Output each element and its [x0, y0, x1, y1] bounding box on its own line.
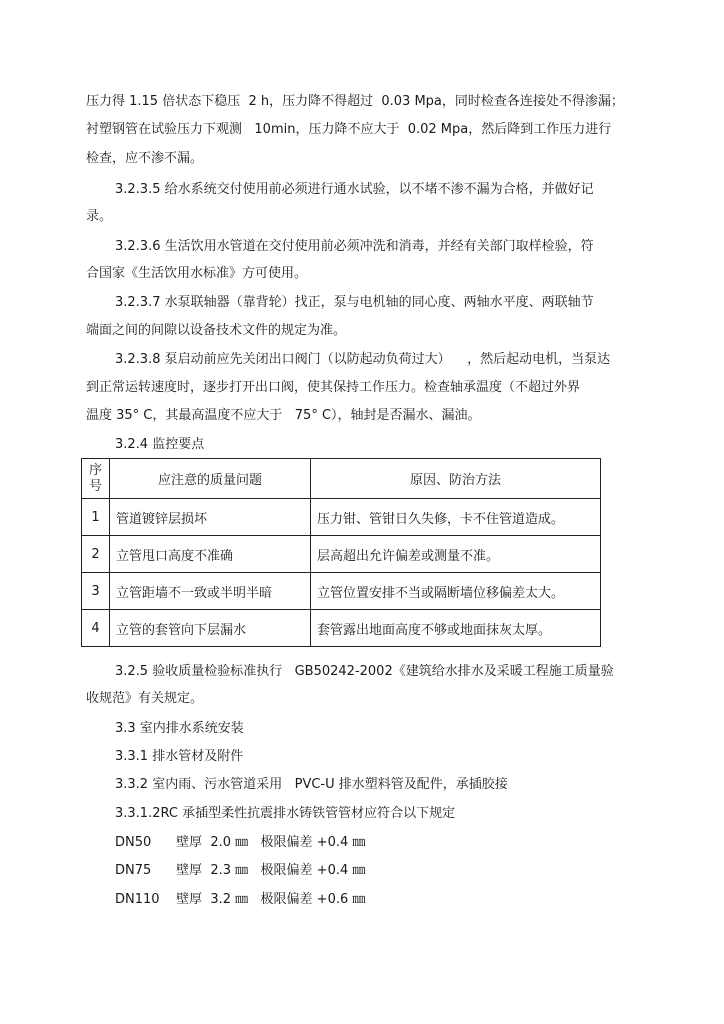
- header-cause: 原因、防治方法: [311, 459, 601, 499]
- header-no-line: 号: [88, 478, 102, 494]
- row-number: 3: [82, 573, 110, 610]
- table-row: [82, 499, 601, 536]
- paragraph-line: 温度 35° C，其最高温度不应大于 75° C），轴封是否漏水、漏油。: [86, 408, 481, 423]
- section-heading: 3.3 室内排水系统安装: [115, 721, 244, 736]
- row-number: 1: [82, 499, 110, 536]
- row-cause: 套管露出地面高度不够或地面抹灰太厚。: [311, 610, 601, 647]
- table-row: [82, 610, 601, 647]
- section-heading: 3.3.1 排水管材及附件: [115, 749, 244, 764]
- row-number: 2: [82, 536, 110, 573]
- paragraph-line: 录。: [86, 209, 113, 224]
- row-issue: 立管甩口高度不准确: [110, 536, 311, 573]
- paragraph-line: 3.3.2 室内雨、污水管道采用 PVC-U 排水塑料管及配件，承插胶接: [115, 777, 508, 792]
- paragraph-line: 端面之间的间隙以设备技术文件的规定为准。: [86, 323, 347, 338]
- row-number: 4: [82, 610, 110, 647]
- row-issue: 管道镀锌层损坏: [110, 499, 311, 536]
- header-no-line: 序: [88, 462, 102, 478]
- paragraph-line: 压力得 1.15 倍状态下稳压 2 h，压力降不得超过 0.03 Mpa，同时检查各连接处不得渗漏；: [86, 94, 624, 109]
- row-issue: 立管距墙不一致或半明半暗: [110, 573, 311, 610]
- header-issue: 应注意的质量问题: [110, 459, 311, 499]
- spec-line: DN110 壁厚 3.2 ㎜ 极限偏差 +0.6 ㎜: [115, 892, 366, 907]
- spec-line: DN50 壁厚 2.0 ㎜ 极限偏差 +0.4 ㎜: [115, 835, 366, 850]
- paragraph-line: 衬塑钢管在试验压力下观测 10min，压力降不应大于 0.02 Mpa，然后降到工作压力进行: [86, 122, 612, 137]
- paragraph-line: 3.3.1.2RC 承插型柔性抗震排水铸铁管管材应符合以下规定: [115, 806, 456, 821]
- paragraph-line: 3.2.3.8 泵启动前应先关闭出口阀门（以防起动负荷过大） ，然后起动电机，当泵达: [115, 352, 611, 367]
- paragraph-line: 到正常运转速度时，逐步打开出口阀，使其保持工作压力。检查轴承温度（不超过外界: [86, 380, 581, 395]
- row-issue: 立管的套管向下层漏水: [110, 610, 311, 647]
- quality-issues-table: [81, 458, 601, 647]
- spec-line: DN75 壁厚 2.3 ㎜ 极限偏差 +0.4 ㎜: [115, 863, 366, 878]
- paragraph-line: 合国家《生活饮用水标准》方可使用。: [86, 266, 308, 281]
- paragraph-line: 3.2.3.6 生活饮用水管道在交付使用前必须冲洗和消毒，并经有关部门取样检验，符: [115, 239, 594, 254]
- paragraph-line: 3.2.3.5 给水系统交付使用前必须进行通水试验，以不堵不渗不漏为合格，并做好记: [115, 182, 594, 197]
- paragraph-line: 检查，应不渗不漏。: [86, 151, 204, 166]
- paragraph-line: 3.2.5 验收质量检验标准执行 GB50242-2002《建筑给水排水及采暖工程施工质量验: [115, 664, 614, 679]
- paragraph-line: 3.2.3.7 水泵联轴器（靠背轮）找正，泵与电机轴的同心度、两轴水平度、两联轴节: [115, 295, 594, 310]
- table-header-row: [82, 459, 601, 499]
- header-no: [82, 459, 110, 499]
- section-heading: 3.2.4 监控要点: [115, 437, 205, 452]
- table-row: [82, 536, 601, 573]
- row-cause: 压力钳、管钳日久失修，卡不住管道造成。: [311, 499, 601, 536]
- row-cause: 层高超出允许偏差或测量不准。: [311, 536, 601, 573]
- row-cause: 立管位置安排不当或隔断墙位移偏差太大。: [311, 573, 601, 610]
- paragraph-line: 收规范》有关规定。: [86, 691, 204, 706]
- table-row: [82, 573, 601, 610]
